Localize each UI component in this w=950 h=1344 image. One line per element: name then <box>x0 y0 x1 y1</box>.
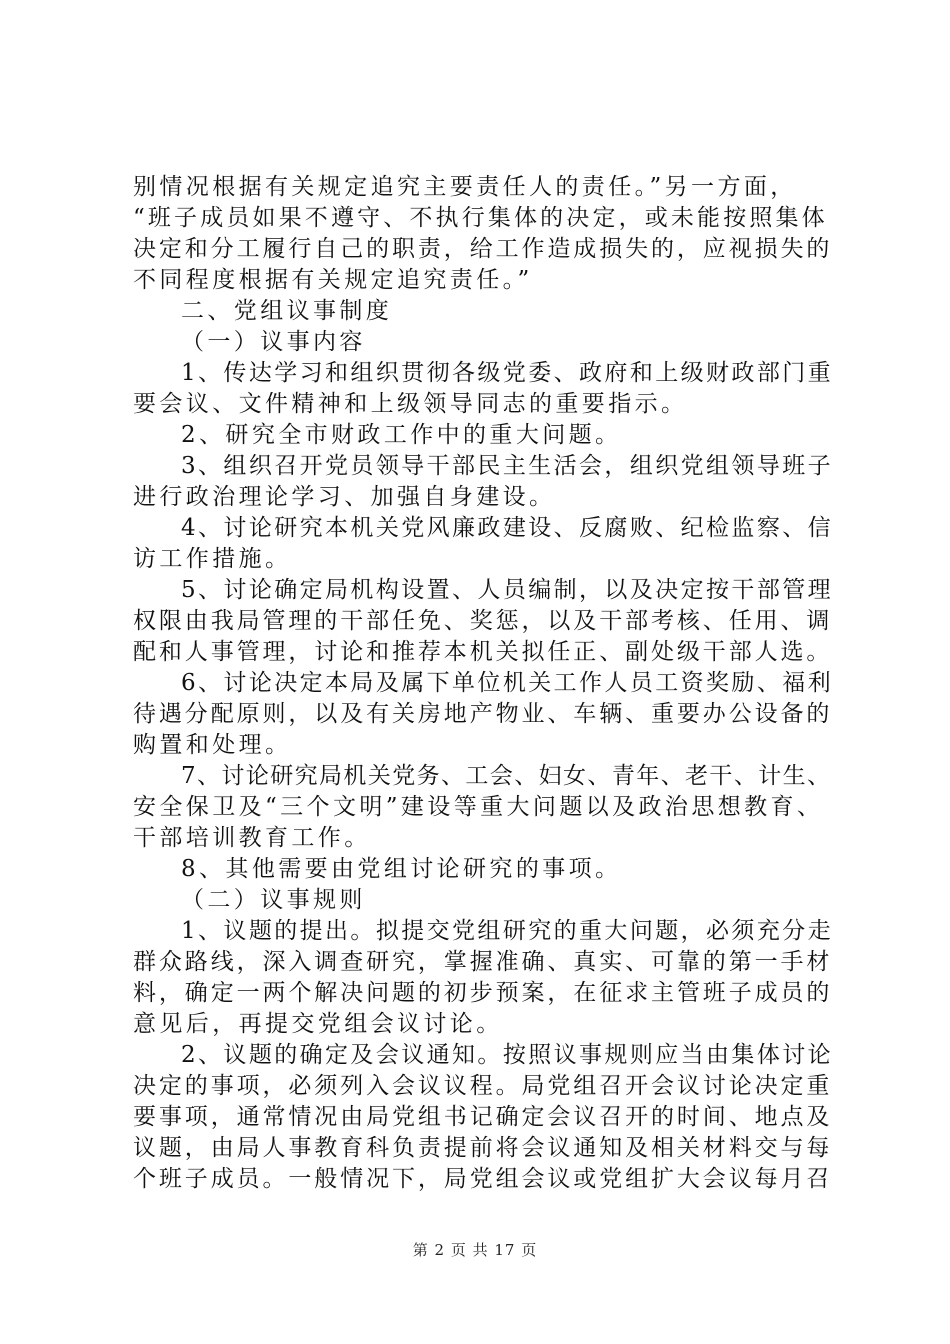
text-line: （二）议事规则 <box>181 887 366 913</box>
text-line: 6、讨论决定本局及属下单位机关工作人员工资奖励、福利 <box>181 670 834 696</box>
text-line: 权限由我局管理的干部任免、奖惩，以及干部考核、任用、调 <box>133 608 833 634</box>
text-line: 决定的事项，必须列入会议议程。局党组召开会议讨论决定重 <box>133 1073 833 1099</box>
text-line: 决定和分工履行自己的职责，给工作造成损失的，应视损失的 <box>133 236 833 262</box>
text-line: 干部培训教育工作。 <box>133 825 371 851</box>
text-line: 待遇分配原则，以及有关房地产物业、车辆、重要办公设备的 <box>133 701 833 727</box>
text-line: 8、其他需要由党组讨论研究的事项。 <box>181 856 622 882</box>
text-line: 3、组织召开党员领导干部民主生活会，组织党组领导班子 <box>181 453 834 479</box>
text-line: 5、讨论确定局机构设置、人员编制，以及决定按干部管理 <box>181 577 834 603</box>
text-line: 7、讨论研究局机关党务、工会、妇女、青年、老干、计生、 <box>181 763 832 789</box>
document-body <box>133 172 833 1195</box>
text-line: 1、传达学习和组织贯彻各级党委、政府和上级财政部门重 <box>181 360 834 386</box>
text-line: 2、议题的确定及会议通知。按照议事规则应当由集体讨论 <box>181 1042 834 1068</box>
text-line: 别情况根据有关规定追究主要责任人的责任。”另一方面， <box>133 174 797 200</box>
text-line: 安全保卫及“三个文明”建设等重大问题以及政治思想教育、 <box>133 794 824 820</box>
text-line: 个班子成员。一般情况下，局党组会议或党组扩大会议每月召 <box>133 1166 833 1192</box>
text-line: 群众路线，深入调查研究，掌握准确、真实、可靠的第一手材 <box>133 949 833 975</box>
text-line: 访工作措施。 <box>133 546 292 572</box>
page-footer: 第 2 页 共 17 页 <box>412 1241 538 1259</box>
text-line: 进行政治理论学习、加强自身建设。 <box>133 484 556 510</box>
text-line: “班子成员如果不遵守、不执行集体的决定，或未能按照集体 <box>133 205 828 231</box>
text-line: （一）议事内容 <box>181 329 366 355</box>
text-line: 1、议题的提出。拟提交党组研究的重大问题，必须充分走 <box>181 918 834 944</box>
text-line: 要事项，通常情况由局党组书记确定会议召开的时间、地点及 <box>133 1104 833 1130</box>
text-line: 配和人事管理，讨论和推荐本机关拟任正、副处级干部人选。 <box>133 639 833 665</box>
text-line: 购置和处理。 <box>133 732 292 758</box>
text-line: 要会议、文件精神和上级领导同志的重要指示。 <box>133 391 688 417</box>
text-line: 议题，由局人事教育科负责提前将会议通知及相关材料交与每 <box>133 1135 833 1161</box>
text-line: 不同程度根据有关规定追究责任。” <box>133 267 533 293</box>
text-line: 4、讨论研究本机关党风廉政建设、反腐败、纪检监察、信 <box>181 515 834 541</box>
text-line: 意见后，再提交党组会议讨论。 <box>133 1011 503 1037</box>
text-line: 二、党组议事制度 <box>181 298 393 324</box>
text-line: 2、研究全市财政工作中的重大问题。 <box>181 422 622 448</box>
text-line: 料，确定一两个解决问题的初步预案，在征求主管班子成员的 <box>133 980 833 1006</box>
